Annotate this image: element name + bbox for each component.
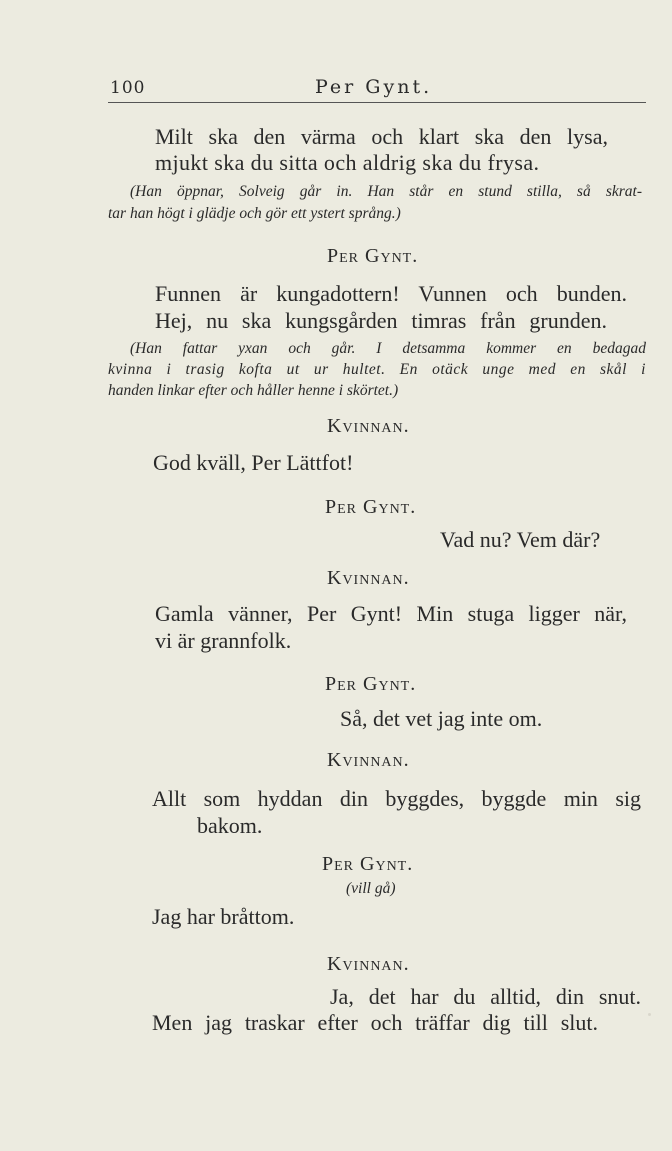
- paper-speck: [648, 1013, 651, 1016]
- speaker-name: Per Gynt.: [325, 496, 417, 518]
- stage-direction: (vill gå): [346, 880, 396, 897]
- verse-line: Ja, det har du alltid, din snut.: [330, 984, 641, 1009]
- page-number: 100: [110, 78, 146, 98]
- header-rule: [108, 102, 646, 103]
- verse-line: Vad nu? Vem där?: [440, 527, 601, 552]
- verse-line: Funnen är kungadottern! Vunnen och bunden.: [155, 281, 627, 306]
- verse-line: Men jag traskar efter och träffar dig till slut.: [152, 1010, 598, 1035]
- verse-line: Gamla vänner, Per Gynt! Min stuga ligger när,: [155, 601, 627, 626]
- stage-direction: (Han öppnar, Solveig går in. Han står en stund stilla, så skrat-: [130, 183, 642, 200]
- verse-line: Så, det vet jag inte om.: [340, 706, 543, 731]
- speaker-name: Kvinnan.: [327, 953, 410, 975]
- speaker-name: Per Gynt.: [327, 245, 419, 267]
- speaker-name: Per Gynt.: [325, 673, 417, 695]
- speaker-name: Kvinnan.: [327, 415, 410, 437]
- stage-direction: tar han högt i glädje och gör ett ystert språng.): [108, 205, 401, 222]
- verse-line: Milt ska den värma och klart ska den lysa,: [155, 124, 608, 149]
- speaker-name: Per Gynt.: [322, 853, 414, 875]
- speaker-name: Kvinnan.: [327, 749, 410, 771]
- verse-line: Jag har bråttom.: [152, 904, 295, 929]
- verse-line: Allt som hyddan din byggdes, byggde min sig: [152, 786, 641, 811]
- speaker-name: Kvinnan.: [327, 567, 410, 589]
- verse-line: God kväll, Per Lättfot!: [153, 450, 354, 475]
- verse-line: mjukt ska du sitta och aldrig ska du frysa.: [155, 150, 540, 175]
- verse-line: Hej, nu ska kungsgården timras från grunden.: [155, 308, 607, 333]
- running-head: Per Gynt.: [315, 76, 433, 98]
- stage-direction: (Han fattar yxan och går. I detsamma kommer en bedagad: [130, 340, 646, 357]
- verse-line: vi är grannfolk.: [155, 628, 292, 653]
- stage-direction: handen linkar efter och håller henne i skörtet.): [108, 382, 399, 399]
- stage-direction: kvinna i trasig kofta ut ur hultet. En otäck unge med en skål i: [108, 361, 646, 378]
- verse-line: bakom.: [197, 813, 263, 838]
